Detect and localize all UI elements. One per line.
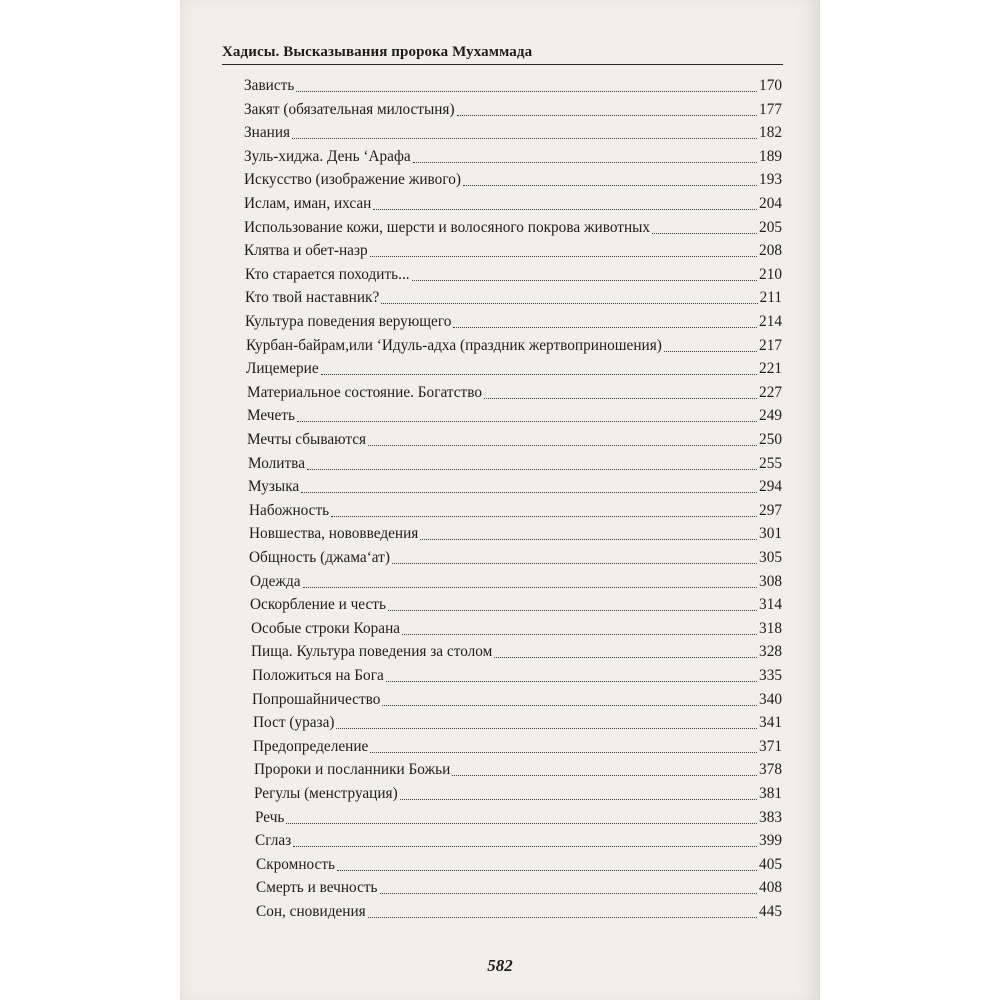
toc-entry-title: Музыка — [248, 478, 300, 496]
toc-entry-title: Особые строки Корана — [251, 619, 401, 637]
toc-entry — [244, 240, 782, 262]
toc-entry-title: Речь — [255, 808, 285, 826]
toc-entry — [249, 500, 782, 522]
toc-entry-page: 205 — [759, 218, 782, 236]
dot-leader — [370, 752, 757, 753]
toc-entry-title: Зависть — [244, 77, 295, 94]
dot-leader — [388, 610, 757, 611]
toc-entry-title: Курбан-байрам,или ‘Идуль-адха (праздник жертвоприношения) — [246, 336, 662, 354]
toc-entry-title: Культура поведения верующего — [245, 313, 452, 330]
running-header: Хадисы. Высказывания пророка Мухаммада — [222, 44, 533, 60]
toc-entry-page: 341 — [759, 714, 782, 732]
toc-entry-page: 301 — [759, 525, 782, 543]
dot-leader — [336, 728, 757, 729]
toc-entry-title: Мечты сбываются — [247, 431, 367, 448]
toc-entry — [246, 358, 782, 380]
toc-entry-title: Оскорбление и честь — [250, 596, 386, 614]
dot-leader — [370, 256, 757, 257]
toc-entry-title: Новшества, нововведения — [249, 525, 419, 543]
toc-entry-title: Скромность — [256, 855, 335, 873]
toc-entry — [249, 523, 782, 545]
dot-leader — [297, 421, 757, 422]
dot-leader — [381, 303, 758, 304]
toc-entry-page: 208 — [759, 242, 782, 260]
dot-leader — [484, 398, 757, 399]
toc-entry-page: 399 — [759, 832, 782, 850]
toc-entry — [247, 405, 782, 427]
toc-entry — [255, 807, 782, 829]
page-number: 582 — [487, 956, 513, 975]
toc-entry — [244, 146, 782, 168]
toc-entry-page: 255 — [759, 454, 782, 472]
toc-entry-title: Положиться на Бога — [252, 667, 384, 684]
dot-leader — [380, 893, 757, 894]
dot-leader — [368, 445, 757, 446]
toc-entry — [246, 335, 782, 357]
toc-entry — [244, 169, 782, 191]
dot-leader — [303, 587, 757, 588]
dot-leader — [420, 539, 757, 540]
toc-entry-page: 210 — [759, 265, 782, 283]
dot-leader — [494, 657, 757, 658]
toc-entry-page: 383 — [759, 808, 782, 826]
toc-entry-page: 170 — [759, 77, 782, 94]
toc-entry-title: Пища. Культура поведения за столом — [251, 643, 493, 661]
dot-leader — [301, 492, 757, 493]
toc-entry-page: 318 — [759, 619, 782, 637]
toc-entry — [254, 783, 782, 805]
toc-entry-title: Набожность — [249, 501, 330, 519]
dot-leader — [373, 209, 757, 210]
dot-leader — [652, 233, 757, 234]
toc-entry-page: 308 — [759, 572, 782, 590]
dot-leader — [337, 870, 757, 871]
toc-entry-title: Клятва и обет-назр — [244, 242, 368, 260]
dot-leader — [296, 91, 757, 92]
dot-leader — [286, 823, 757, 824]
toc-entry-page: 204 — [759, 195, 782, 212]
toc-entry — [256, 877, 782, 899]
toc-entry-page: 189 — [759, 147, 782, 165]
toc-entry — [250, 571, 782, 593]
book-page — [180, 0, 820, 1000]
toc-entry — [251, 641, 782, 663]
toc-entry — [252, 689, 782, 711]
toc-entry-title: Регулы (менструация) — [254, 785, 398, 802]
toc-entry — [247, 382, 782, 404]
toc-entry — [253, 736, 782, 758]
toc-entry-title: Зуль-хиджа. День ‘Арафа — [244, 147, 411, 165]
dot-leader — [368, 917, 757, 918]
toc-entry-page: 371 — [759, 737, 782, 755]
toc-entry-title: Пост (ураза) — [253, 714, 335, 732]
dot-leader — [664, 351, 757, 352]
dot-leader — [457, 115, 757, 116]
toc-entry-title: Одежда — [250, 572, 301, 590]
toc-entry — [244, 122, 782, 144]
dot-leader — [307, 469, 757, 470]
toc-entry-page: 182 — [759, 124, 782, 142]
toc-entry-page: 214 — [759, 313, 782, 330]
toc-entry-page: 217 — [759, 336, 782, 354]
toc-entry — [252, 665, 782, 687]
header-rule — [222, 64, 783, 65]
toc-entry-page: 177 — [759, 100, 782, 118]
toc-entry-title: Предопределение — [253, 737, 369, 755]
toc-entry-page: 305 — [759, 549, 782, 566]
toc-entry-title: Искусство (изображение живого) — [244, 171, 461, 189]
toc-entry-page: 211 — [759, 289, 782, 307]
dot-leader — [382, 705, 757, 706]
toc-entry — [255, 830, 782, 852]
toc-entry — [248, 476, 782, 498]
toc-entry-page: 249 — [759, 407, 782, 425]
dot-leader — [392, 563, 757, 564]
toc-entry-page: 335 — [759, 667, 782, 684]
toc-entry-title: Пророки и посланники Божьи — [254, 761, 451, 779]
toc-entry-page: 340 — [759, 690, 782, 708]
toc-entry-page: 445 — [759, 903, 782, 920]
toc-entry — [244, 217, 782, 239]
toc-entry — [244, 193, 782, 215]
toc-entry-title: Мечеть — [247, 407, 295, 425]
toc-entry-page: 297 — [759, 501, 782, 519]
toc-entry-title: Молитва — [248, 454, 305, 472]
toc-entry-page: 408 — [759, 879, 782, 897]
dot-leader — [400, 799, 757, 800]
toc-entry — [250, 594, 782, 616]
toc-entry — [254, 759, 782, 781]
toc-entry-title: Попрошайничество — [252, 690, 381, 708]
toc-entry-page: 328 — [759, 643, 782, 661]
dot-leader — [293, 846, 757, 847]
dot-leader — [402, 634, 757, 635]
toc-entry-page: 314 — [759, 596, 782, 614]
dot-leader — [292, 138, 757, 139]
dot-leader — [331, 516, 757, 517]
toc-entry-title: Лицемерие — [246, 360, 319, 378]
toc-entry-title: Материальное состояние. Богатство — [247, 383, 482, 401]
toc-entry-page: 381 — [759, 785, 782, 802]
toc-entry — [251, 618, 782, 640]
toc-entry-page: 405 — [759, 855, 782, 873]
toc-entry-page: 221 — [759, 360, 782, 378]
dot-leader — [413, 162, 757, 163]
toc-entry-page: 294 — [759, 478, 782, 496]
toc-entry — [244, 75, 782, 97]
toc-entry-title: Использование кожи, шерсти и волосяного покрова животных — [244, 218, 651, 236]
toc-entry-title: Сглаз — [255, 832, 292, 850]
toc-entry-page: 227 — [759, 383, 782, 401]
toc-entry — [244, 99, 782, 121]
toc-entry-title: Закят (обязательная милостыня) — [244, 100, 455, 118]
toc-entry-title: Сон, сновидения — [256, 903, 366, 920]
toc-entry-page: 250 — [759, 431, 782, 448]
dot-leader — [386, 681, 757, 682]
toc-entry — [253, 712, 782, 734]
dot-leader — [453, 327, 757, 328]
toc-entry-title: Смерть и вечность — [256, 879, 378, 897]
toc-entry-title: Знания — [244, 124, 291, 142]
toc-entry-page: 378 — [759, 761, 782, 779]
toc-entry-title: Ислам, иман, ихсан — [244, 195, 372, 212]
toc-entry-title: Кто старается походить... — [245, 265, 410, 283]
dot-leader — [321, 374, 757, 375]
toc-entry-page: 193 — [759, 171, 782, 189]
toc-entry — [245, 264, 782, 286]
toc-entry-title: Общность (джама‘ат) — [249, 549, 390, 566]
toc-entry — [248, 453, 782, 475]
toc-entry — [247, 429, 782, 451]
dot-leader — [452, 775, 757, 776]
dot-leader — [412, 280, 757, 281]
toc-entry — [245, 311, 782, 333]
toc-entry — [256, 901, 782, 923]
dot-leader — [463, 185, 757, 186]
toc-entry — [245, 287, 782, 309]
toc-entry — [256, 854, 782, 876]
toc-entry — [249, 547, 782, 569]
toc-entry-title: Кто твой наставник? — [245, 289, 380, 307]
